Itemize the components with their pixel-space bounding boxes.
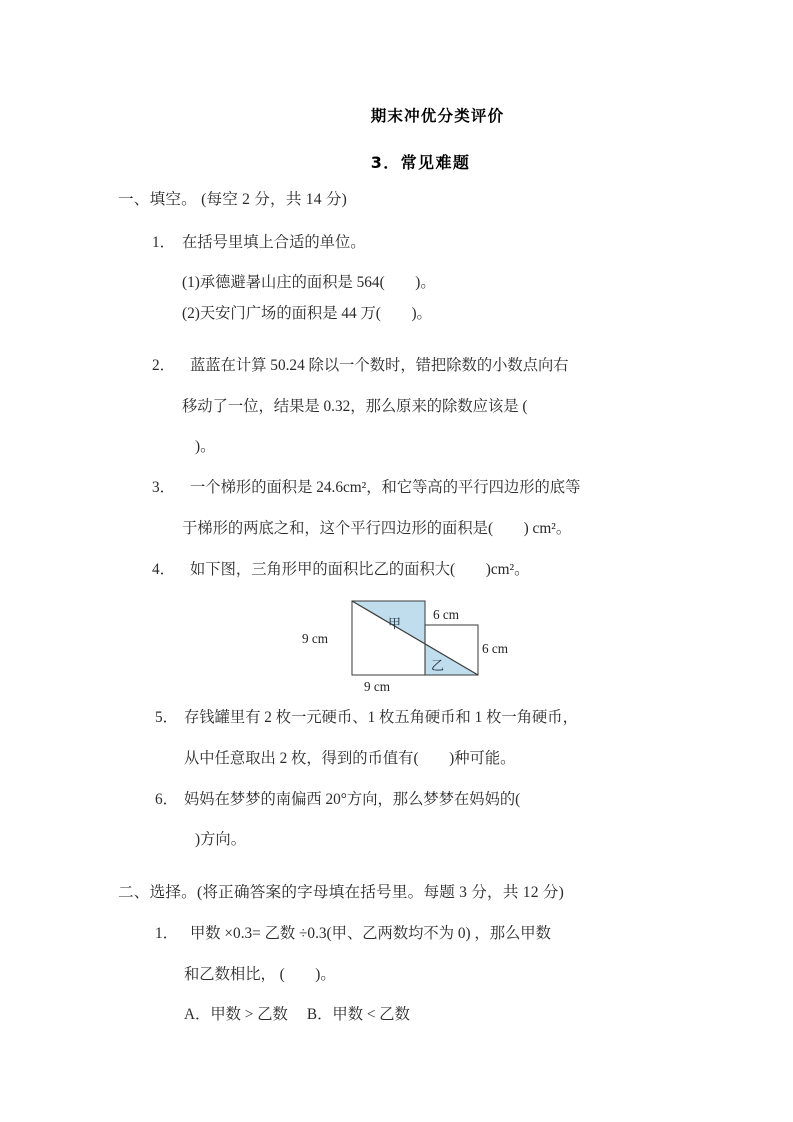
question-6-line-2: )方向。 bbox=[195, 831, 246, 848]
question-2-line-2: 移动了一位，结果是 0.32，那么原来的除数应该是 ( bbox=[182, 398, 528, 415]
figure-label-region-a: 甲 bbox=[388, 616, 402, 631]
section-two-question-1-options: A．甲数 > 乙数 B．甲数 < 乙数 bbox=[184, 1006, 410, 1023]
figure-svg bbox=[190, 593, 610, 705]
question-3-line-2: 于梯形的两底之和，这个平行四边形的面积是( ) cm²。 bbox=[182, 520, 572, 537]
question-4-line-1: 如下图，三角形甲的面积比乙的面积大( )cm²。 bbox=[190, 561, 530, 578]
section-one-heading: 一、填空。 (每空 2 分，共 14 分) bbox=[118, 191, 347, 208]
question-2-line-1: 蓝蓝在计算 50.24 除以一个数时，错把除数的小数点向右 bbox=[190, 357, 569, 374]
figure-label-region-b: 乙 bbox=[431, 658, 445, 673]
question-1-line-2: (1)承德避暑山庄的面积是 564( )。 bbox=[182, 274, 436, 291]
figure-label-bottom-width: 9 cm bbox=[364, 679, 391, 694]
question-2-number: 2． bbox=[152, 357, 175, 374]
section-two-question-1-number: 1． bbox=[155, 925, 178, 942]
question-1-line-3: (2)天安门广场的面积是 44 万( )。 bbox=[182, 305, 432, 322]
figure-label-right-height: 6 cm bbox=[482, 641, 509, 656]
question-1-number: 1． bbox=[152, 234, 175, 251]
section-title: 3．常见难题 bbox=[370, 153, 471, 172]
two-squares-diagonal-figure bbox=[190, 593, 610, 705]
question-5-line-1: 存钱罐里有 2 枚一元硬币、1 枚五角硬币和 1 枚一角硬币， bbox=[184, 709, 578, 726]
question-2-line-3: )。 bbox=[195, 438, 216, 455]
figure-label-left-height: 9 cm bbox=[302, 631, 329, 646]
question-4-number: 4． bbox=[152, 561, 175, 578]
question-1-line-1: 在括号里填上合适的单位。 bbox=[182, 234, 366, 251]
section-two-question-1-line-2: 和乙数相比， ( )。 bbox=[184, 966, 336, 983]
document-header-title: 期末冲优分类评价 bbox=[370, 107, 505, 125]
section-two-question-1-line-1: 甲数 ×0.3= 乙数 ÷0.3(甲、乙两数均不为 0) ，那么甲数 bbox=[190, 925, 551, 942]
question-3-number: 3． bbox=[152, 479, 175, 496]
question-5-number: 5． bbox=[155, 709, 178, 726]
question-5-line-2: 从中任意取出 2 枚，得到的币值有( )种可能。 bbox=[184, 750, 516, 767]
section-two-heading: 二、选择。(将正确答案的字母填在括号里。每题 3 分，共 12 分) bbox=[118, 884, 565, 901]
question-6-line-1: 妈妈在梦梦的南偏西 20°方向，那么梦梦在妈妈的( bbox=[184, 791, 521, 808]
question-3-line-1: 一个梯形的面积是 24.6cm²，和它等高的平行四边形的底等 bbox=[190, 479, 581, 496]
figure-label-top-right-width: 6 cm bbox=[433, 607, 460, 622]
question-6-number: 6． bbox=[155, 791, 178, 808]
